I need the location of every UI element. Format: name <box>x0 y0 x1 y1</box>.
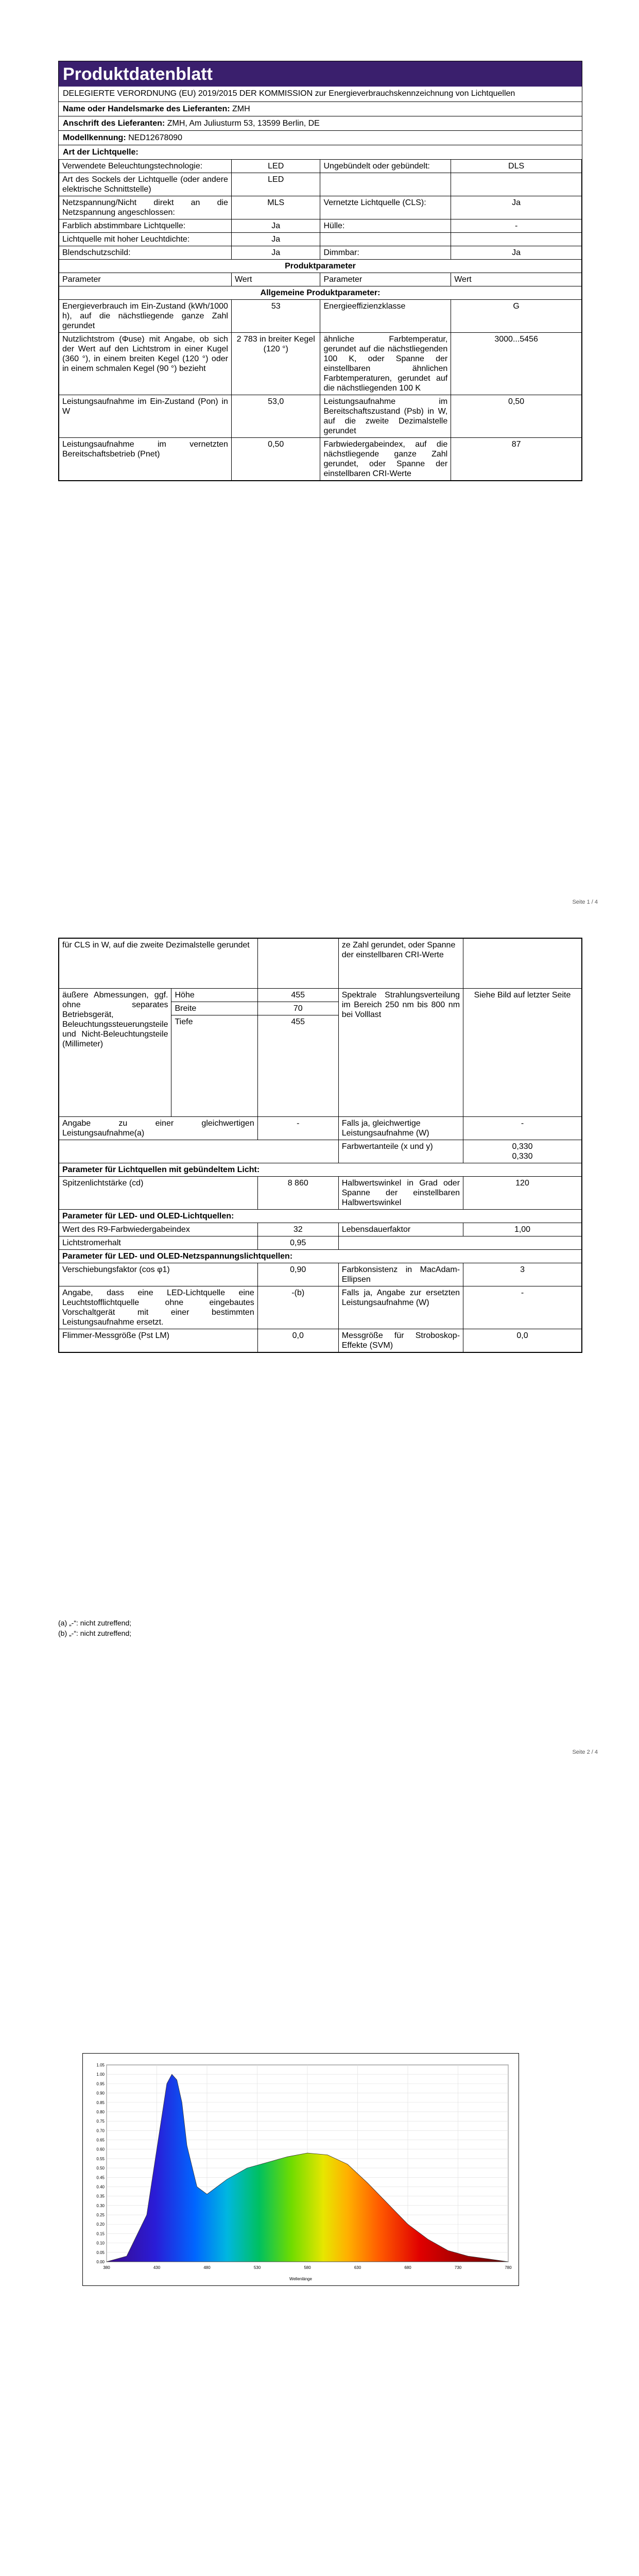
equiv-value2: - <box>463 1117 582 1140</box>
param1-value: 2 783 in breiter Kegel (120 °) <box>231 333 320 395</box>
row1-label: Art des Sockels der Lichtquelle (oder andere elektrische Schnittstelle) <box>59 173 232 196</box>
y-tick-label: 0.40 <box>96 2184 105 2190</box>
model-label: Modellkennung: <box>63 133 126 142</box>
footnote-a: (a) „-“: nicht zutreffend; <box>58 1619 132 1627</box>
chroma-values <box>463 1140 582 1163</box>
row1-value2 <box>451 173 582 196</box>
dim-width-value: 70 <box>257 1002 338 1015</box>
param3-label2: Farbwiedergabeindex, auf die nächstliegende ganze Zahl gerundet, oder Spanne der einstellbaren CRI-Werte <box>320 438 451 481</box>
supplier-name-value: ZMH <box>232 105 250 113</box>
row5-value: Ja <box>231 246 320 260</box>
param2-value2: 0,50 <box>451 395 582 438</box>
cont-value2 <box>463 939 582 989</box>
svm-value: 0,0 <box>463 1329 582 1352</box>
maint-label: Lichtstromerhalt <box>59 1236 258 1250</box>
chroma-x: 0,330 <box>512 1142 533 1151</box>
table-row <box>59 1223 582 1236</box>
row0-value2: DLS <box>451 160 582 173</box>
life-label: Lebensdauerfaktor <box>338 1223 463 1236</box>
document-title: Produktdatenblatt <box>59 61 582 87</box>
table-row <box>59 246 582 260</box>
table-row <box>59 260 582 273</box>
table-row <box>59 333 582 395</box>
beam-value: 120 <box>463 1177 582 1210</box>
y-tick-label: 0.10 <box>96 2241 105 2246</box>
row5-value2: Ja <box>451 246 582 260</box>
col-param-header-2: Parameter <box>320 273 451 286</box>
x-tick-label: 680 <box>404 2265 411 2270</box>
dims-label: äußere Abmessungen, ggf. ohne separates Betriebsgerät, Beleuchtungssteuerungsteile und Nicht-Beleuchtungsteile (Millimeter) <box>59 989 171 1117</box>
maint-spacer <box>338 1236 581 1250</box>
row1-value: LED <box>231 173 320 196</box>
table-row <box>59 395 582 438</box>
x-tick-labels <box>103 2265 512 2270</box>
y-tick-label: 0.70 <box>96 2128 105 2133</box>
page-number: Seite 2 / 4 <box>572 1749 598 1755</box>
lightsource-table <box>59 159 582 481</box>
y-tick-label: 0.35 <box>96 2194 105 2199</box>
datasheet-page1 <box>58 61 582 481</box>
beam-label: Halbwertswinkel in Grad oder Spanne der einstellbaren Halbwertswinkel <box>338 1177 463 1210</box>
row3-value: Ja <box>231 219 320 233</box>
y-tick-label: 0.65 <box>96 2138 105 2143</box>
param0-label2: Energieeffizienzklasse <box>320 300 451 333</box>
dim-height-label: Höhe <box>171 989 257 1002</box>
row4-value2 <box>451 233 582 246</box>
dim-depth-value: 455 <box>257 1015 338 1117</box>
y-tick-label: 0.60 <box>96 2147 105 2152</box>
product-params-header: Produktparameter <box>59 260 582 273</box>
mains-header: Parameter für LED- und OLED-Netzspannungslichtquellen: <box>59 1250 582 1263</box>
param3-label: Leistungsaufnahme im vernetzten Bereitschaftsbetrieb (Pnet) <box>59 438 232 481</box>
r9-value: 32 <box>257 1223 338 1236</box>
table-row <box>59 300 582 333</box>
lightsource-type-label: Art der Lichtquelle: <box>63 148 139 157</box>
x-tick-label: 630 <box>354 2265 361 2270</box>
row4-label: Lichtquelle mit hoher Leuchtdichte: <box>59 233 232 246</box>
table-row <box>59 286 582 300</box>
x-tick-label: 530 <box>253 2265 261 2270</box>
row1-label2 <box>320 173 451 196</box>
y-tick-label: 0.00 <box>96 2260 105 2264</box>
general-params-header: Allgemeine Produktparameter: <box>59 286 582 300</box>
row2-label: Netzspannung/Nicht direkt an die Netzspannung angeschlossen: <box>59 196 232 219</box>
equiv-label2: Falls ja, gleichwertige Leistungsaufnahme (W) <box>338 1117 463 1140</box>
regulation-subtitle: DELEGIERTE VERORDNUNG (EU) 2019/2015 DER KOMMISSION zur Energieverbrauchskennzeichnung von Lichtquellen <box>59 87 582 102</box>
cc-label: Farbkonsistenz in MacAdam-Ellipsen <box>338 1263 463 1286</box>
maint-value: 0,95 <box>257 1236 338 1250</box>
dpf-value: 0,90 <box>257 1263 338 1286</box>
y-tick-label: 0.75 <box>96 2119 105 2124</box>
y-tick-label: 0.55 <box>96 2156 105 2161</box>
table-row <box>59 1163 582 1177</box>
chroma-y: 0,330 <box>512 1152 533 1161</box>
peak-label: Spitzenlichtstärke (cd) <box>59 1177 258 1210</box>
x-tick-label: 430 <box>153 2265 161 2270</box>
table-row <box>59 219 582 233</box>
equiv-label: Angabe zu einer gleichwertigen Leistungsaufnahme(a) <box>59 1117 258 1140</box>
spectrum-chart <box>83 2054 519 2285</box>
table-row <box>59 1117 582 1140</box>
directional-header: Parameter für Lichtquellen mit gebündeltem Licht: <box>59 1163 582 1177</box>
cont-label: für CLS in W, auf die zweite Dezimalstelle gerundet <box>59 939 258 989</box>
replace-label: Angabe, dass eine LED-Lichtquelle eine Leuchtstofflichtquelle ohne eingebautes Vorschaltgerät mit einer bestimmten Leistungsaufnahme ersetzt. <box>59 1286 258 1329</box>
cont-label2: ze Zahl gerundet, oder Spanne der einstellbaren CRI-Werte <box>338 939 463 989</box>
dpf-label: Verschiebungsfaktor (cos φ1) <box>59 1263 258 1286</box>
supplier-address-label: Anschrift des Lieferanten: <box>63 119 165 128</box>
x-tick-label: 480 <box>203 2265 211 2270</box>
y-tick-label: 0.50 <box>96 2166 105 2171</box>
dim-depth-label: Tiefe <box>171 1015 257 1117</box>
dim-height-value: 455 <box>257 989 338 1002</box>
x-tick-label: 730 <box>454 2265 462 2270</box>
peak-value: 8 860 <box>257 1177 338 1210</box>
col-value-header-2: Wert <box>451 273 582 286</box>
footnotes <box>58 1618 131 1638</box>
supplier-name-label: Name oder Handelsmarke des Lieferanten: <box>63 105 230 113</box>
table-row <box>59 1210 582 1223</box>
led-header: Parameter für LED- und OLED-Lichtquellen: <box>59 1210 582 1223</box>
table-row <box>59 438 582 481</box>
y-tick-label: 0.05 <box>96 2250 105 2255</box>
table-row <box>59 1263 582 1286</box>
row2-value: MLS <box>231 196 320 219</box>
spectral-label: Spektrale Strahlungsverteilung im Bereich 250 nm bis 800 nm bei Volllast <box>338 989 463 1117</box>
replace-value: -(b) <box>257 1286 338 1329</box>
param2-label: Leistungsaufnahme im Ein-Zustand (Pon) in W <box>59 395 232 438</box>
row4-label2 <box>320 233 451 246</box>
table-row <box>59 1250 582 1263</box>
y-tick-label: 0.90 <box>96 2091 105 2096</box>
param0-label: Energieverbrauch im Ein-Zustand (kWh/1000 h), auf die nächstliegende ganze Zahl gerundet <box>59 300 232 333</box>
model-row <box>59 131 582 145</box>
col-value-header: Wert <box>231 273 320 286</box>
y-tick-label: 0.20 <box>96 2222 105 2227</box>
row4-value: Ja <box>231 233 320 246</box>
datasheet-page2 <box>58 938 582 1353</box>
row3-value2: - <box>451 219 582 233</box>
x-tick-label: 380 <box>103 2265 110 2270</box>
row5-label: Blendschutzschild: <box>59 246 232 260</box>
row0-label: Verwendete Beleuchtungstechnologie: <box>59 160 232 173</box>
param1-label: Nutzlichtstrom (Φuse) mit Angabe, ob sich der Wert auf den Lichtstrom in einer Kugel (360 °), in einem breiten Kegel (120 °) oder in einem schmalen Kegel (90 °) bezieht <box>59 333 232 395</box>
y-tick-label: 0.30 <box>96 2203 105 2208</box>
row5-label2: Dimmbar: <box>320 246 451 260</box>
params-table-continued <box>59 938 582 1352</box>
chroma-label: Farbwertanteile (x und y) <box>338 1140 463 1163</box>
spectrum-chart-frame <box>82 2053 519 2286</box>
x-axis-label: Wellenlänge <box>289 2277 312 2281</box>
table-row <box>59 233 582 246</box>
param0-value2: G <box>451 300 582 333</box>
param3-value2: 87 <box>451 438 582 481</box>
param2-value: 53,0 <box>231 395 320 438</box>
table-row <box>59 1236 582 1250</box>
cont-value <box>257 939 338 989</box>
y-tick-label: 0.80 <box>96 2109 105 2114</box>
y-tick-label: 0.25 <box>96 2213 105 2218</box>
flicker-label: Flimmer-Messgröße (Pst LM) <box>59 1329 258 1352</box>
table-row <box>59 989 582 1002</box>
table-row <box>59 1177 582 1210</box>
y-tick-label: 1.05 <box>96 2063 105 2067</box>
r9-label: Wert des R9-Farbwiedergabeindex <box>59 1223 258 1236</box>
table-row <box>59 173 582 196</box>
table-row <box>59 273 582 286</box>
footnote-b: (b) „-“: nicht zutreffend; <box>58 1629 132 1637</box>
table-row <box>59 1329 582 1352</box>
dim-width-label: Breite <box>171 1002 257 1015</box>
row2-label2: Vernetzte Lichtquelle (CLS): <box>320 196 451 219</box>
x-tick-label: 580 <box>304 2265 311 2270</box>
supplier-name-row <box>59 102 582 116</box>
row3-label: Farblich abstimmbare Lichtquelle: <box>59 219 232 233</box>
table-row <box>59 1140 582 1163</box>
col-param-header: Parameter <box>59 273 232 286</box>
row0-value: LED <box>231 160 320 173</box>
row0-label2: Ungebündelt oder gebündelt: <box>320 160 451 173</box>
table-row <box>59 939 582 989</box>
row2-value2: Ja <box>451 196 582 219</box>
row3-label2: Hülle: <box>320 219 451 233</box>
y-tick-label: 0.95 <box>96 2081 105 2087</box>
svm-label: Messgröße für Stroboskop-Effekte (SVM) <box>338 1329 463 1352</box>
model-value: NED12678090 <box>128 133 183 142</box>
replace-label2: Falls ja, Angabe zur ersetzten Leistungsaufnahme (W) <box>338 1286 463 1329</box>
param0-value: 53 <box>231 300 320 333</box>
equiv-value: - <box>257 1117 338 1140</box>
replace-value2: - <box>463 1286 582 1329</box>
param1-value2: 3000...5456 <box>451 333 582 395</box>
y-tick-label: 0.15 <box>96 2231 105 2236</box>
flicker-value: 0,0 <box>257 1329 338 1352</box>
param2-label2: Leistungsaufnahme im Bereitschaftszustand (Psb) in W, auf die zweite Dezimalstelle gerundet <box>320 395 451 438</box>
table-row <box>59 1286 582 1329</box>
param3-value: 0,50 <box>231 438 320 481</box>
param1-label2: ähnliche Farbtemperatur, gerundet auf die nächstliegenden 100 K, oder Spanne der einstellbaren ähnlichen Farbtemperaturen, gerundet auf die nächstliegenden 100 K <box>320 333 451 395</box>
y-tick-label: 1.00 <box>96 2072 105 2077</box>
supplier-address-value: ZMH, Am Juliusturm 53, 13599 Berlin, DE <box>167 119 320 128</box>
chroma-spacer <box>59 1140 339 1163</box>
x-tick-label: 780 <box>505 2265 512 2270</box>
spectral-value: Siehe Bild auf letzter Seite <box>463 989 582 1117</box>
table-row <box>59 196 582 219</box>
y-tick-label: 0.45 <box>96 2175 105 2180</box>
cc-value: 3 <box>463 1263 582 1286</box>
life-value: 1,00 <box>463 1223 582 1236</box>
y-tick-labels <box>96 2063 105 2264</box>
page-number: Seite 1 / 4 <box>572 899 598 905</box>
table-row <box>59 160 582 173</box>
supplier-address-row <box>59 116 582 131</box>
y-tick-label: 0.85 <box>96 2100 105 2105</box>
lightsource-type-row <box>59 145 582 159</box>
